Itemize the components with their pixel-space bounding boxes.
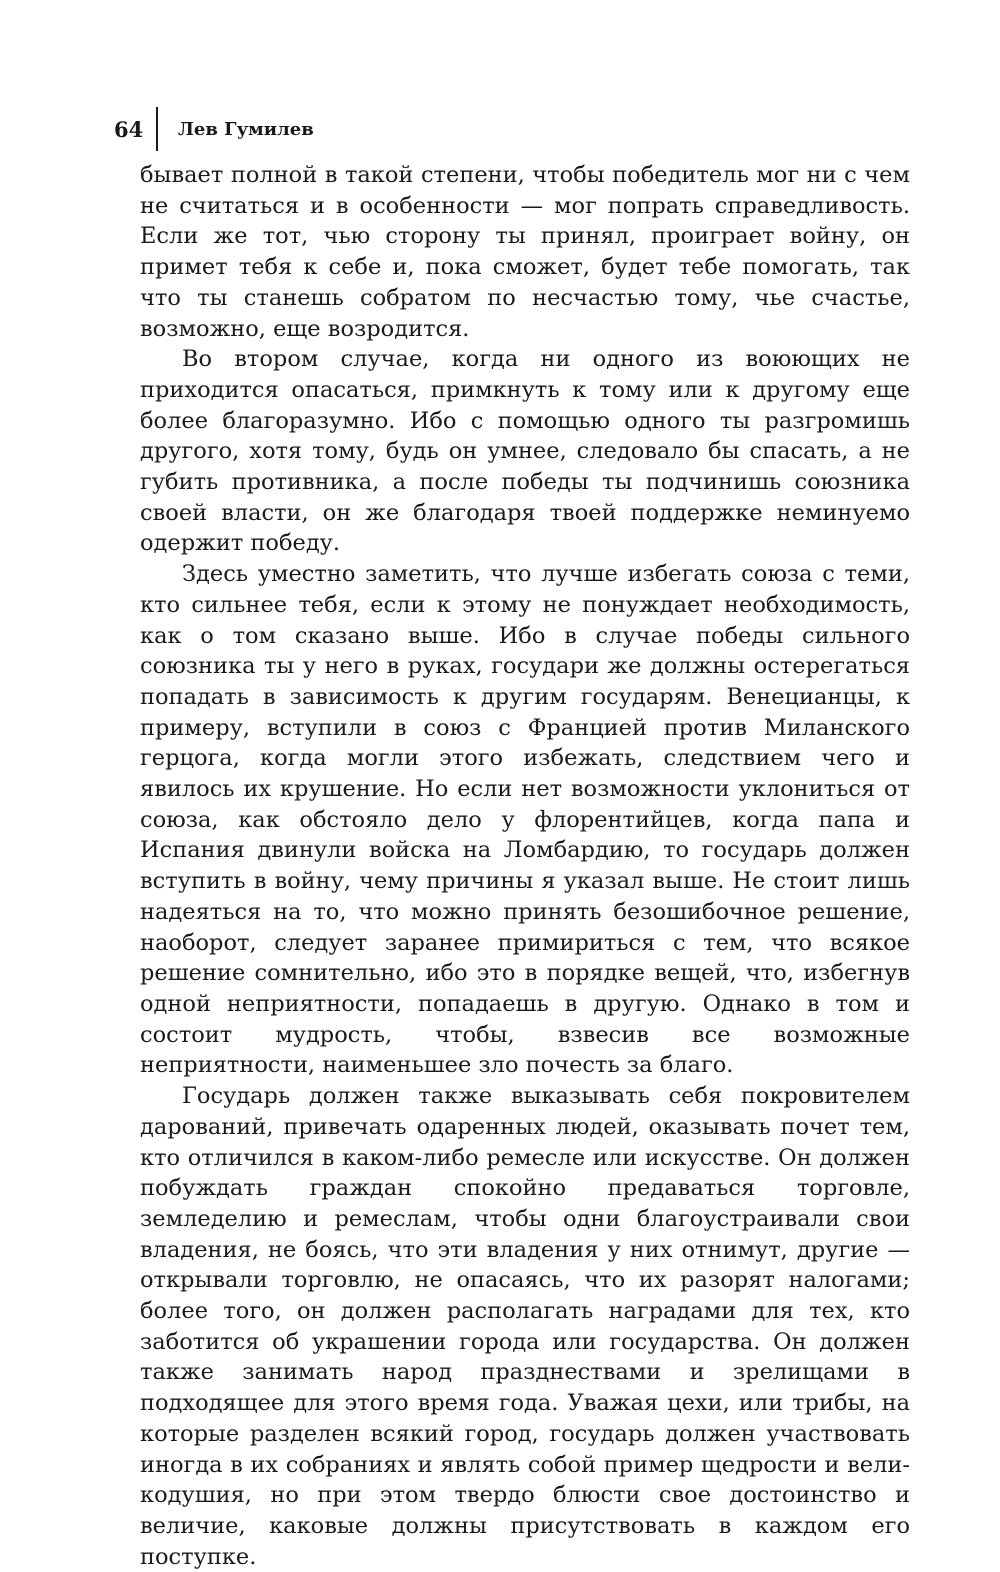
page-number: 64 [114,116,144,142]
paragraph-continued: бывает полной в такой степени, чтобы победитель мог ни с чем не считаться и в особенности — мог попрать справедливость. Если же тот, чью сторону ты принял, проиграет войну, он примет тебя к себе и, пока сможет, будет тебе помогать, так что ты станешь собратом по несчастью тому, чье счастье, возможно, еще возродится. [140,162,910,342]
running-title: Лев Гумилев [178,118,314,140]
paragraph: Государь должен также выказывать себя покровителем дарований, привечать одаренных людей, оказывать почет тем, кто отличился в каком-либо ремесле или искусстве. Он должен побуждать граждан спокойно предаваться торговле, земледелию и ремеслам, чтобы одни благоустраивали свои владения, не боясь, что эти владения у них отнимут, другие — открывали торговлю, не опасаясь, что их разорят налогами; более того, он должен располагать наградами для тех, кто заботится об украшении города или государства. Он должен также занимать народ празднествами и зрелищами в подходящее для этого время года. Уважая цехи, или трибы, на которые разделен всякий город, государь должен участвовать иногда в их собраниях и являть собой пример щедрости и великодушия, но при этом твердо блюсти свое достоинство и величие, каковые должны присутствовать в каждом его поступке. [140,1083,910,1570]
paragraph: Во втором случае, когда ни одного из воюющих не приходится опасаться, примкнуть к тому или к другому еще более благоразумно. Ибо с помощью одного ты разгромишь другого, хотя тому, будь он умнее, следовало бы спасать, а не губить противника, а после победы ты подчинишь союзника своей власти, он же благодаря твоей поддержке неминуемо одержит победу. [140,346,910,557]
body-text [140,160,910,1572]
running-head [114,104,314,154]
paragraph: Здесь уместно заметить, что лучше избегать союза с теми, кто сильнее тебя, если к этому не понуждает необходимость, как о том сказано выше. Ибо в случае победы сильного союзника ты у него в руках, государи же должны остерегаться попадать в зависимость к другим государям. Венецианцы, к примеру, вступили в союз с Францией против Миланского герцога, когда могли этого избежать, следствием чего и явилось их крушение. Но если нет возможности уклониться от союза, как обстояло дело у флорентийцев, когда папа и Испания двинули войска на Ломбардию, то государь должен вступить в войну, чему причины я указал выше. Не стоит лишь надеяться на то, что можно принять безошибочное решение, наоборот, следует заранее примириться с тем, что всякое решение сомнительно, ибо это в порядке вещей, что, избегнув одной неприятности, попадаешь в другую. Однако в том и состоит мудрость, чтобы, взвесив все возможные неприятности, наименьшее зло почесть за благо. [140,561,910,1079]
header-divider [156,107,158,151]
